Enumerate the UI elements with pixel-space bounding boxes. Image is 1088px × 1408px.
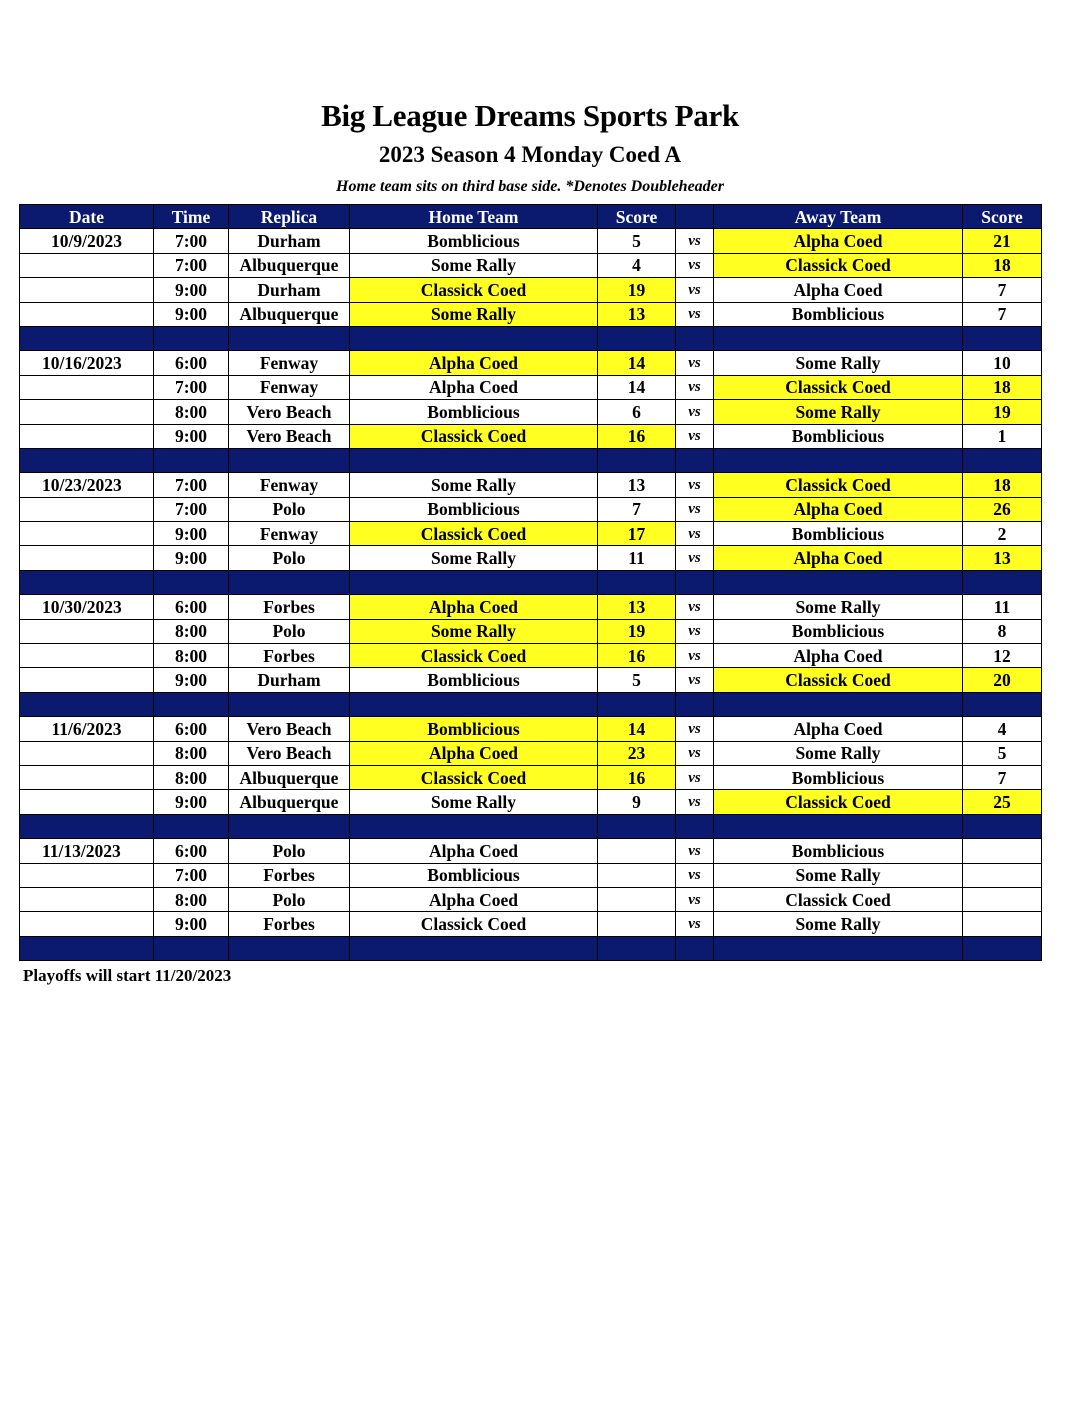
game-date [20,644,154,668]
separator-cell [598,326,676,350]
game-row [20,887,1042,911]
separator-cell [229,692,350,716]
game-date [20,741,154,765]
separator-cell [229,570,350,594]
game-date [20,497,154,521]
away-team: Some Rally [714,595,963,619]
game-field: Vero Beach [229,741,350,765]
vs-label: vs [676,644,714,668]
away-score: 7 [963,278,1042,302]
separator-cell [154,814,229,838]
home-team: Classick Coed [350,424,598,448]
game-field: Durham [229,278,350,302]
game-row [20,302,1042,326]
col-vs-header [676,205,714,229]
away-score: 4 [963,717,1042,741]
away-score [963,863,1042,887]
game-time: 7:00 [154,863,229,887]
separator-cell [20,326,154,350]
col-home-team-header: Home Team [350,205,598,229]
separator-cell [598,570,676,594]
game-time: 7:00 [154,473,229,497]
away-team: Some Rally [714,400,963,424]
game-row [20,375,1042,399]
col-away-team-header: Away Team [714,205,963,229]
away-score: 2 [963,522,1042,546]
game-row [20,253,1042,277]
home-score: 4 [598,253,676,277]
away-team: Classick Coed [714,473,963,497]
separator-cell [350,936,598,960]
vs-label: vs [676,595,714,619]
vs-label: vs [676,473,714,497]
home-team: Alpha Coed [350,375,598,399]
home-score: 23 [598,741,676,765]
game-time: 9:00 [154,912,229,936]
game-field: Polo [229,887,350,911]
separator-cell [154,570,229,594]
vs-label: vs [676,522,714,546]
game-time: 7:00 [154,375,229,399]
game-time: 7:00 [154,253,229,277]
game-time: 8:00 [154,887,229,911]
playoffs-note: Playoffs will start 11/20/2023 [23,966,232,985]
away-team: Classick Coed [714,790,963,814]
away-score [963,912,1042,936]
vs-label: vs [676,717,714,741]
game-field: Durham [229,668,350,692]
game-date [20,765,154,789]
separator-cell [676,326,714,350]
game-date [20,546,154,570]
game-time: 7:00 [154,229,229,253]
away-score [963,839,1042,863]
game-time: 9:00 [154,668,229,692]
schedule-note: Home team sits on third base side. *Denotes Doubleheader [336,178,724,195]
away-score: 12 [963,644,1042,668]
away-score: 13 [963,546,1042,570]
game-time: 6:00 [154,351,229,375]
separator-cell [714,814,963,838]
game-date [20,424,154,448]
vs-label: vs [676,497,714,521]
week-separator [20,814,1042,838]
week-separator [20,448,1042,472]
away-score [963,887,1042,911]
separator-cell [350,448,598,472]
vs-label: vs [676,253,714,277]
separator-cell [963,326,1042,350]
separator-cell [963,692,1042,716]
season-subtitle: 2023 Season 4 Monday Coed A [378,142,682,167]
home-team: Alpha Coed [350,351,598,375]
home-score: 13 [598,595,676,619]
separator-cell [714,570,963,594]
away-team: Alpha Coed [714,278,963,302]
game-row [20,912,1042,936]
away-score: 5 [963,741,1042,765]
separator-cell [20,936,154,960]
home-score: 14 [598,717,676,741]
home-score: 16 [598,424,676,448]
game-date [20,522,154,546]
separator-cell [714,692,963,716]
vs-label: vs [676,351,714,375]
week-separator [20,570,1042,594]
home-team: Some Rally [350,302,598,326]
week-separator [20,326,1042,350]
game-field: Albuquerque [229,253,350,277]
separator-cell [20,570,154,594]
separator-cell [20,692,154,716]
home-score: 7 [598,497,676,521]
away-score: 11 [963,595,1042,619]
home-score: 13 [598,473,676,497]
game-date [20,912,154,936]
home-team: Alpha Coed [350,741,598,765]
game-date: 10/9/2023 [20,229,154,253]
game-field: Albuquerque [229,765,350,789]
home-score: 14 [598,351,676,375]
separator-cell [598,448,676,472]
vs-label: vs [676,790,714,814]
home-score: 19 [598,619,676,643]
game-time: 9:00 [154,790,229,814]
home-team: Bomblicious [350,668,598,692]
game-field: Forbes [229,644,350,668]
home-team: Bomblicious [350,497,598,521]
away-team: Bomblicious [714,839,963,863]
home-team: Some Rally [350,473,598,497]
away-team: Bomblicious [714,424,963,448]
separator-cell [676,936,714,960]
separator-cell [676,692,714,716]
home-team: Bomblicious [350,863,598,887]
away-score: 7 [963,765,1042,789]
game-field: Vero Beach [229,424,350,448]
away-team: Bomblicious [714,619,963,643]
separator-cell [20,448,154,472]
game-row [20,839,1042,863]
home-score: 9 [598,790,676,814]
game-time: 6:00 [154,839,229,863]
game-time: 7:00 [154,497,229,521]
vs-label: vs [676,887,714,911]
separator-cell [229,814,350,838]
away-team: Bomblicious [714,302,963,326]
home-score: 5 [598,229,676,253]
col-home-score-header: Score [598,205,676,229]
home-team: Some Rally [350,546,598,570]
away-score: 8 [963,619,1042,643]
game-field: Albuquerque [229,790,350,814]
separator-cell [154,326,229,350]
game-field: Fenway [229,473,350,497]
separator-cell [229,326,350,350]
game-row [20,400,1042,424]
col-away-score-header: Score [963,205,1042,229]
vs-label: vs [676,668,714,692]
away-team: Some Rally [714,863,963,887]
game-date [20,863,154,887]
game-time: 9:00 [154,522,229,546]
vs-label: vs [676,741,714,765]
separator-cell [154,936,229,960]
game-time: 8:00 [154,400,229,424]
away-team: Classick Coed [714,375,963,399]
home-team: Alpha Coed [350,595,598,619]
home-team: Some Rally [350,790,598,814]
home-team: Classick Coed [350,765,598,789]
vs-label: vs [676,619,714,643]
game-date: 11/13/2023 [20,839,154,863]
separator-cell [598,692,676,716]
page-title: Big League Dreams Sports Park [321,98,739,133]
home-score [598,839,676,863]
separator-cell [154,692,229,716]
home-score: 11 [598,546,676,570]
game-row [20,668,1042,692]
home-team: Some Rally [350,253,598,277]
separator-cell [229,936,350,960]
separator-cell [598,814,676,838]
vs-label: vs [676,863,714,887]
game-time: 8:00 [154,741,229,765]
game-row [20,351,1042,375]
home-score: 19 [598,278,676,302]
game-row [20,473,1042,497]
schedule-body [20,229,1042,961]
game-date [20,887,154,911]
vs-label: vs [676,765,714,789]
game-time: 8:00 [154,765,229,789]
separator-cell [229,448,350,472]
home-team: Classick Coed [350,912,598,936]
game-field: Durham [229,229,350,253]
away-team: Alpha Coed [714,229,963,253]
away-team: Alpha Coed [714,644,963,668]
away-score: 20 [963,668,1042,692]
away-team: Alpha Coed [714,497,963,521]
col-date-header: Date [20,205,154,229]
home-score: 5 [598,668,676,692]
header-row [20,205,1042,229]
game-date: 10/23/2023 [20,473,154,497]
home-team: Bomblicious [350,229,598,253]
vs-label: vs [676,302,714,326]
home-score [598,863,676,887]
home-team: Bomblicious [350,717,598,741]
separator-cell [350,692,598,716]
home-score: 17 [598,522,676,546]
vs-label: vs [676,912,714,936]
separator-cell [350,814,598,838]
vs-label: vs [676,839,714,863]
game-row [20,741,1042,765]
home-score: 16 [598,644,676,668]
separator-cell [676,448,714,472]
home-team: Alpha Coed [350,887,598,911]
home-score [598,912,676,936]
game-row [20,790,1042,814]
away-score: 18 [963,375,1042,399]
game-row [20,619,1042,643]
game-date [20,253,154,277]
away-score: 26 [963,497,1042,521]
separator-cell [154,448,229,472]
separator-cell [714,326,963,350]
game-date [20,278,154,302]
away-team: Bomblicious [714,522,963,546]
game-date [20,790,154,814]
game-row [20,278,1042,302]
away-score: 10 [963,351,1042,375]
home-team: Bomblicious [350,400,598,424]
separator-cell [963,814,1042,838]
game-field: Fenway [229,375,350,399]
separator-cell [963,570,1042,594]
game-field: Fenway [229,522,350,546]
away-score: 19 [963,400,1042,424]
week-separator [20,692,1042,716]
game-field: Polo [229,497,350,521]
game-row [20,765,1042,789]
game-date [20,619,154,643]
home-score [598,887,676,911]
away-score: 1 [963,424,1042,448]
away-team: Alpha Coed [714,717,963,741]
game-date [20,375,154,399]
vs-label: vs [676,546,714,570]
home-score: 14 [598,375,676,399]
separator-cell [714,936,963,960]
separator-cell [963,448,1042,472]
game-field: Albuquerque [229,302,350,326]
vs-label: vs [676,375,714,399]
away-team: Classick Coed [714,887,963,911]
away-team: Some Rally [714,351,963,375]
home-team: Classick Coed [350,644,598,668]
separator-cell [350,326,598,350]
game-row [20,522,1042,546]
game-time: 9:00 [154,302,229,326]
home-team: Classick Coed [350,522,598,546]
separator-cell [20,814,154,838]
vs-label: vs [676,278,714,302]
away-team: Alpha Coed [714,546,963,570]
game-field: Vero Beach [229,400,350,424]
game-date: 10/16/2023 [20,351,154,375]
game-time: 8:00 [154,619,229,643]
game-time: 8:00 [154,644,229,668]
game-row [20,424,1042,448]
separator-cell [350,570,598,594]
home-score: 6 [598,400,676,424]
game-time: 6:00 [154,717,229,741]
game-date [20,302,154,326]
game-time: 9:00 [154,278,229,302]
home-score: 16 [598,765,676,789]
away-score: 7 [963,302,1042,326]
game-date [20,400,154,424]
away-team: Classick Coed [714,253,963,277]
separator-cell [963,936,1042,960]
away-team: Classick Coed [714,668,963,692]
game-time: 9:00 [154,546,229,570]
separator-cell [598,936,676,960]
col-time-header: Time [154,205,229,229]
game-row [20,497,1042,521]
game-time: 9:00 [154,424,229,448]
game-field: Polo [229,546,350,570]
separator-cell [676,814,714,838]
game-field: Forbes [229,595,350,619]
home-team: Some Rally [350,619,598,643]
game-field: Polo [229,619,350,643]
game-row [20,717,1042,741]
vs-label: vs [676,424,714,448]
game-field: Polo [229,839,350,863]
away-team: Some Rally [714,741,963,765]
home-score: 13 [598,302,676,326]
game-row [20,229,1042,253]
game-row [20,546,1042,570]
away-team: Bomblicious [714,765,963,789]
away-score: 18 [963,253,1042,277]
away-score: 25 [963,790,1042,814]
away-team: Some Rally [714,912,963,936]
game-row [20,863,1042,887]
vs-label: vs [676,400,714,424]
game-row [20,644,1042,668]
game-field: Vero Beach [229,717,350,741]
separator-cell [714,448,963,472]
game-date: 11/6/2023 [20,717,154,741]
home-team: Classick Coed [350,278,598,302]
away-score: 18 [963,473,1042,497]
game-date [20,668,154,692]
col-replica-header: Replica [229,205,350,229]
schedule-table [19,204,1042,961]
game-time: 6:00 [154,595,229,619]
game-field: Forbes [229,912,350,936]
away-score: 21 [963,229,1042,253]
week-separator [20,936,1042,960]
game-field: Fenway [229,351,350,375]
separator-cell [676,570,714,594]
vs-label: vs [676,229,714,253]
game-date: 10/30/2023 [20,595,154,619]
game-field: Forbes [229,863,350,887]
home-team: Alpha Coed [350,839,598,863]
game-row [20,595,1042,619]
